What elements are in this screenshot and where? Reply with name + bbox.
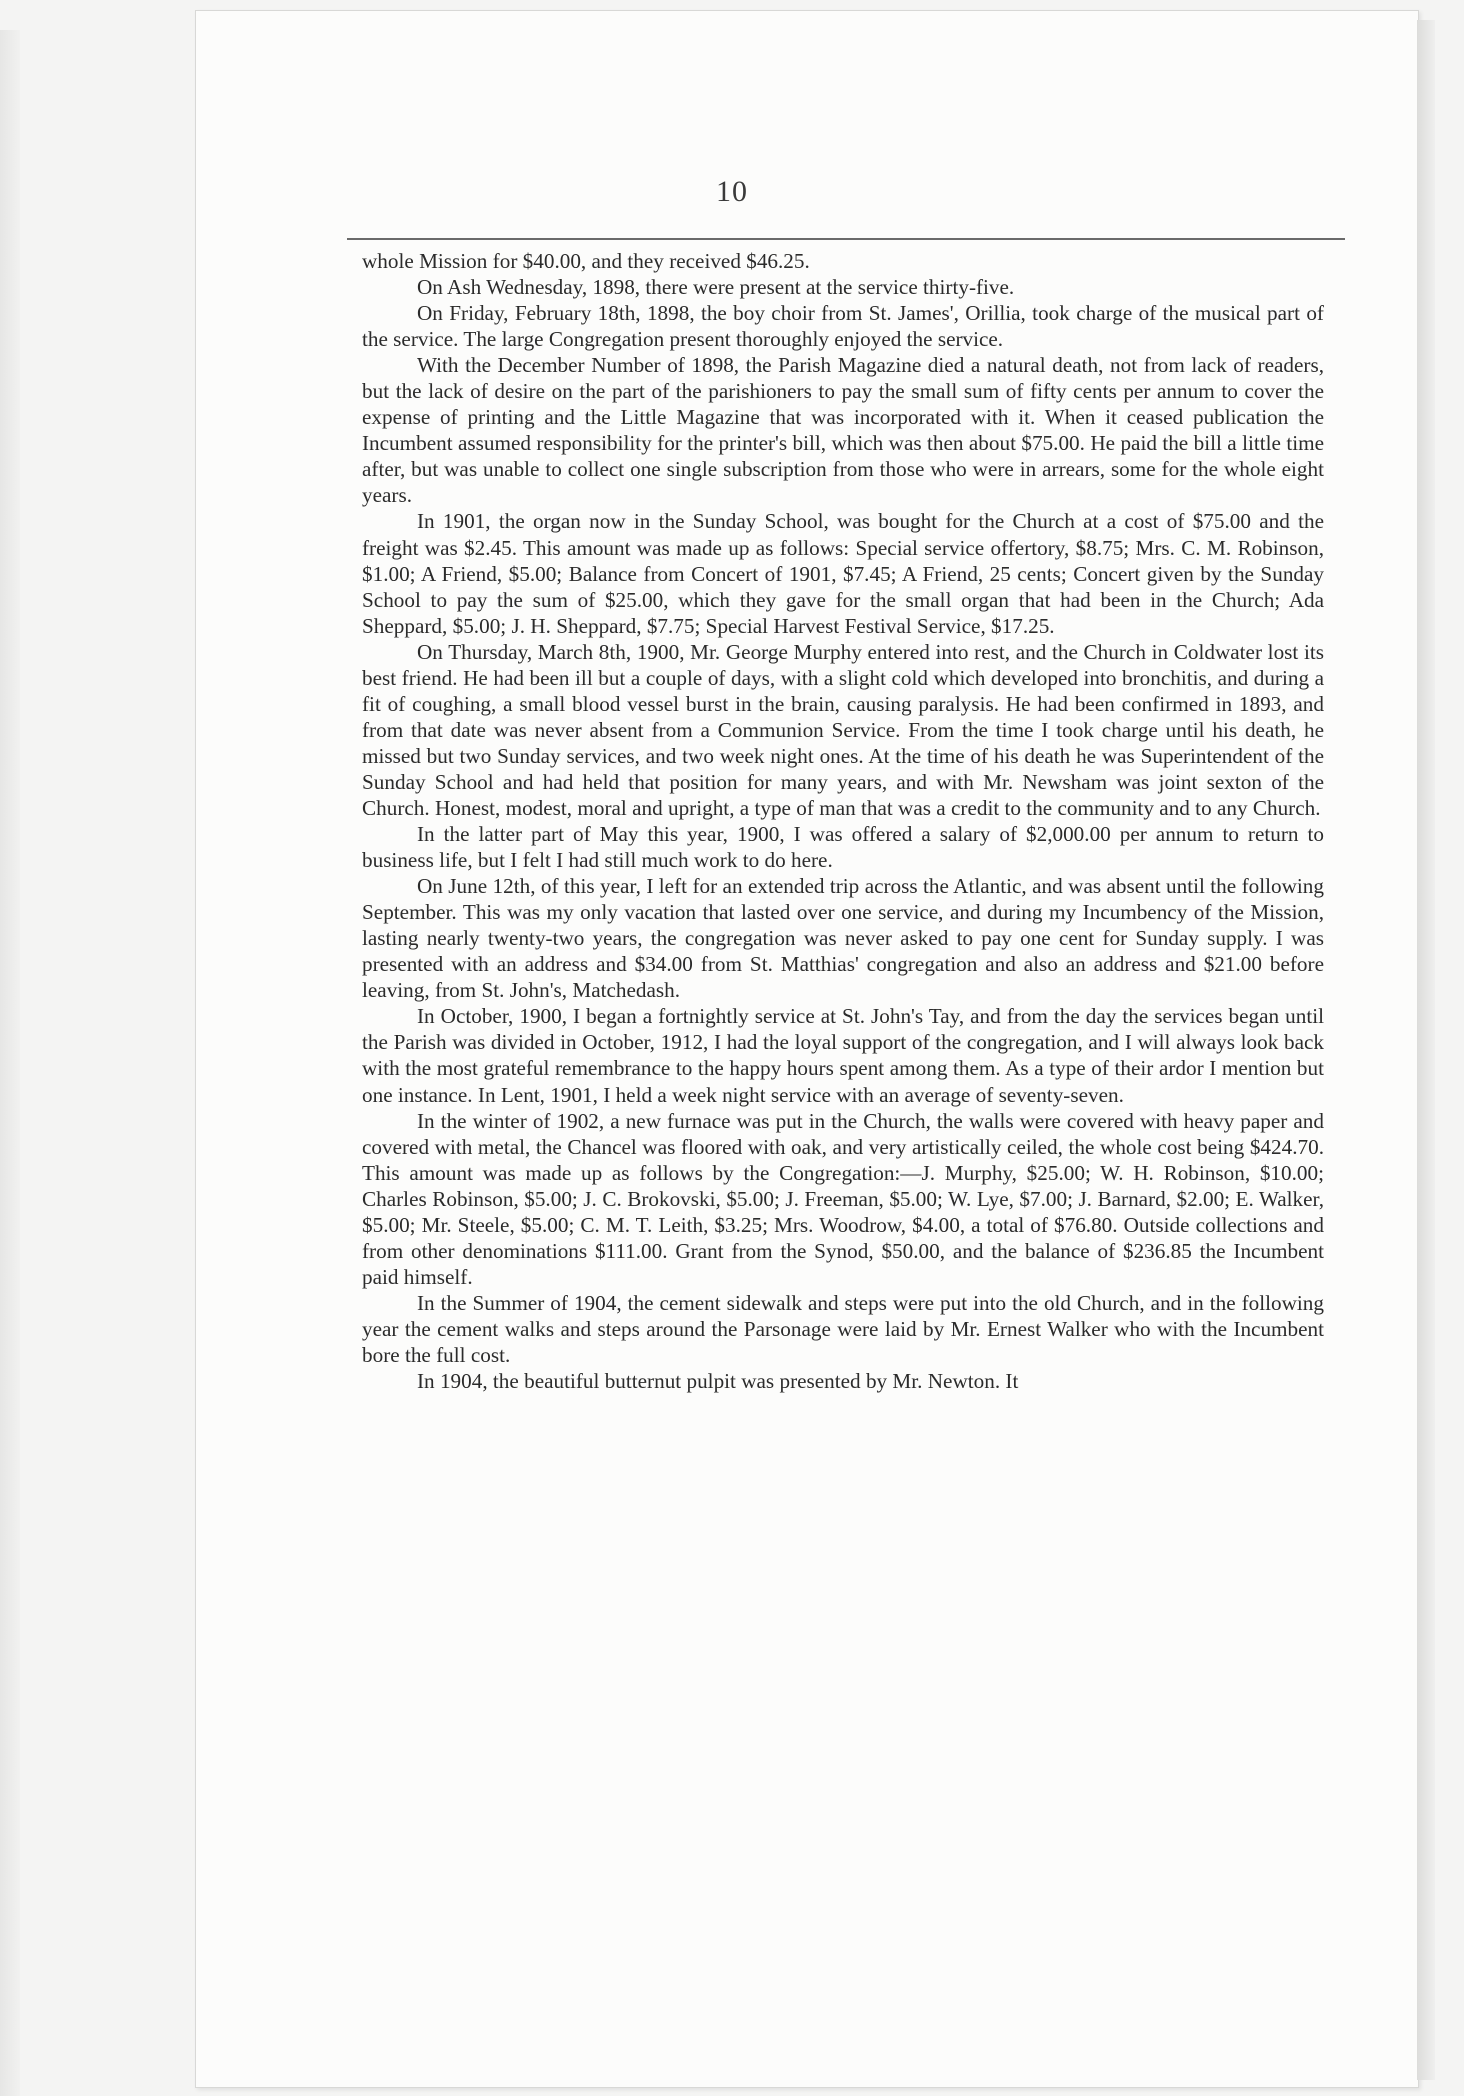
header-rule	[347, 238, 1345, 240]
paragraph: On Friday, February 18th, 1898, the boy choir from St. James', Orillia, took charge of the musical part of the service. The large Congregation present thoroughly enjoyed the service.	[362, 301, 1324, 352]
paragraph: In 1904, the beautiful butternut pulpit was presented by Mr. Newton. It	[417, 1369, 1019, 1394]
paragraph: In the winter of 1902, a new furnace was put in the Church, the walls were covered with heavy paper and covered with metal, the Chancel was floored with oak, and very artistically ceiled, the whole cost being $424.70. This amount was made up as follows by the Congregation:—J. Murphy, $25.00; W. H. Robinson, $10.00; Charles Robinson, $5.00; J. C. Brokovski, $5.00; J. Freeman, $5.00; W. Lye, $7.00; J. Barnard, $2.00; E. Walker, $5.00; Mr. Steele, $5.00; C. M. T. Leith, $3.25; Mrs. Woodrow, $4.00, a total of $76.80. Outside collections and from other denominations $111.00. Grant from the Synod, $50.00, and the balance of $236.85 the Incumbent paid himself.	[362, 1108, 1324, 1289]
paragraph: In the Summer of 1904, the cement sidewalk and steps were put into the old Church, and in the following year the cement walks and steps around the Parsonage were laid by Mr. Ernest Walker who with the Incumbent bore the full cost.	[362, 1290, 1324, 1367]
paragraph: With the December Number of 1898, the Parish Magazine died a natural death, not from lack of readers, but the lack of desire on the part of the parishioners to pay the small sum of fifty cents per annum to cover the expense of printing and the Little Magazine that was incorporated with it. When it ceased publication the Incumbent assumed responsibility for the printer's bill, which was then about $75.00. He paid the bill a little time after, but was unable to collect one single subscription from those who were in arrears, some for the whole eight years.	[362, 353, 1324, 508]
paragraph: On Ash Wednesday, 1898, there were present at the service thirty-five.	[417, 275, 1015, 300]
paragraph: In the latter part of May this year, 1900, I was offered a salary of $2,000.00 per annum to return to business life, but I felt I had still much work to do here.	[362, 822, 1324, 873]
page-edge-shadow	[1417, 20, 1435, 2080]
paragraph: In 1901, the organ now in the Sunday School, was bought for the Church at a cost of $75.00 and the freight was $2.45. This amount was made up as follows: Special service offertory, $8.75; Mrs. C. M. Robinson, $1.00; A Friend, $5.00; Balance from Concert of 1901, $7.45; A Friend, 25 cents; Concert given by the Sunday School to pay the sum of $25.00, which they gave for the small organ that had been in the Church; Ada Sheppard, $5.00; J. H. Sheppard, $7.75; Special Harvest Festival Service, $17.25.	[362, 509, 1324, 638]
body-text	[362, 248, 1324, 1394]
paragraph: On Thursday, March 8th, 1900, Mr. George Murphy entered into rest, and the Church in Coldwater lost its best friend. He had been ill but a couple of days, with a slight cold which developed into bronchitis, and during a fit of coughing, a small blood vessel burst in the brain, causing paralysis. He had been confirmed in 1893, and from that date was never absent from a Communion Service. From the time I took charge until his death, he missed but two Sunday services, and two week night ones. At the time of his death he was Superintendent of the Sunday School and had held that position for many years, and with Mr. Newsham was joint sexton of the Church. Honest, modest, moral and upright, a type of man that was a credit to the community and to any Church.	[362, 639, 1324, 820]
paragraph: whole Mission for $40.00, and they received $46.25.	[362, 249, 810, 273]
paragraph: On June 12th, of this year, I left for an extended trip across the Atlantic, and was absent until the following September. This was my only vacation that lasted over one service, and during my Incumbency of the Mission, lasting nearly twenty-two years, the congregation was never asked to pay one cent for Sunday supply. I was presented with an address and $34.00 from St. Matthias' congregation and also an address and $21.00 before leaving, from St. John's, Matchedash.	[362, 874, 1324, 1003]
scan-edge-left	[0, 30, 20, 2096]
page-number: 10	[716, 175, 748, 208]
paragraph: In October, 1900, I began a fortnightly service at St. John's Tay, and from the day the services began until the Parish was divided in October, 1912, I had the loyal support of the congregation, and I will always look back with the most grateful remembrance to the happy hours spent among them. As a type of their ardor I mention but one instance. In Lent, 1901, I held a week night service with an average of seventy-seven.	[362, 1004, 1324, 1107]
